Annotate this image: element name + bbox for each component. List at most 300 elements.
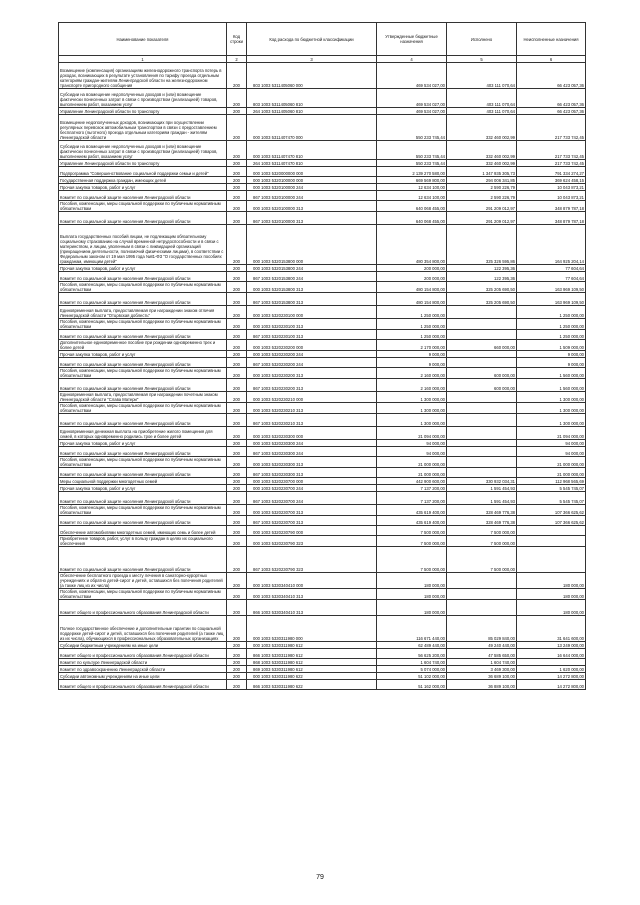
column-number: 2	[227, 56, 247, 63]
row-line-code: 200	[227, 478, 247, 485]
row-kbk: 868 1003 5330311980 612	[247, 659, 377, 666]
budget-table	[58, 22, 586, 690]
row-line-code: 200	[227, 63, 247, 89]
row-kbk: 000 1003 5320100000 313	[247, 201, 377, 212]
table-row	[59, 573, 586, 589]
row-executed: 332 460 002,99	[447, 160, 517, 167]
row-executed: 328 469 776,38	[447, 516, 517, 526]
row-unexecuted: 369 624 458,15	[517, 177, 586, 184]
row-approved: 2 170 000,00	[377, 340, 447, 351]
row-name: Приобретение товаров, работ, услуг в пользу граждан в целях их социального обеспечения	[59, 536, 227, 547]
row-name: Прочая закупка товаров, работ и услуг	[59, 485, 227, 492]
row-executed	[447, 600, 517, 616]
row-name: Комитет по социальной защите населения Ленинградской области	[59, 492, 227, 505]
row-executed: 7 500 000,00	[447, 536, 517, 547]
row-unexecuted: 217 733 742,45	[517, 141, 586, 160]
row-name: Субсидии на возмещение недополученных доходов и (или) возмещение фактически понесенных затрат в связи с производством (реализацией) товаров, выполнением работ, оказанием услуг	[59, 89, 227, 108]
table-row	[59, 191, 586, 201]
row-kbk: 000 1003 5320230200 000	[247, 340, 377, 351]
row-executed: 47 585 650,00	[447, 649, 517, 659]
row-unexecuted: 112 968 565,69	[517, 478, 586, 485]
row-line-code: 200	[227, 293, 247, 306]
row-name: Комитет общего и профессионального образования Ленинградской области	[59, 680, 227, 690]
row-unexecuted: 13 249 000,00	[517, 642, 586, 649]
row-name: Комитет по социальной защите населения Ленинградской области	[59, 414, 227, 427]
row-name: Выплата государственных пособий лицам, не подлежащим обязательному социальному страхованию на случай временной нетрудоспособности и в связи с материнством, и лицам, уволенным в связи с ликвидацией организаций (прекращением деятельности, полномочий физическими лицами), в соответствии с Федеральным законом от 19 мая 1995 года №81-ФЗ "О государственных пособиях гражданам, имеющим детей"	[59, 225, 227, 265]
row-line-code: 200	[227, 282, 247, 293]
row-kbk: 000 1003 5320230700 313	[247, 505, 377, 516]
row-approved: 200 000,00	[377, 272, 447, 282]
row-name: Пособия, компенсации, меры социальной поддержки по публичным нормативным обязательствам	[59, 201, 227, 212]
row-kbk: 000 1003 5320230210 000	[247, 392, 377, 403]
row-executed: 600 000,00	[447, 368, 517, 379]
row-executed: 1 604 740,00	[447, 659, 517, 666]
row-kbk: 264 1003 5311405060 810	[247, 108, 377, 115]
row-unexecuted: 1 250 000,00	[517, 330, 586, 340]
row-line-code: 200	[227, 547, 247, 573]
table-row	[59, 115, 586, 141]
row-name: Возмещение недополученных доходов, возникающих при осуществлении регулярных перевозок автомобильным транспортом в связи с предоставлением бесплатного (льготного) проезда отдельным категориям граждан - жителям Ленинградской области	[59, 115, 227, 141]
row-executed: 403 111 070,64	[447, 89, 517, 108]
row-executed: 332 460 002,99	[447, 141, 517, 160]
row-executed: 330 932 034,31	[447, 478, 517, 485]
row-line-code: 200	[227, 108, 247, 115]
row-line-code: 200	[227, 649, 247, 659]
row-kbk: 000 1003 5320100000 244	[247, 184, 377, 191]
header-approved: Утвержденные бюджетные назначения	[377, 23, 447, 56]
row-name: Меры социальной поддержки многодетных семей	[59, 478, 227, 485]
row-unexecuted: 107 366 625,62	[517, 516, 586, 526]
table-row	[59, 184, 586, 191]
row-kbk: 000 1003 5311407470 000	[247, 115, 377, 141]
row-executed: 291 209 012,97	[447, 201, 517, 212]
row-kbk: 867 1003 5320230100 313	[247, 330, 377, 340]
table-row	[59, 616, 586, 642]
row-kbk: 867 1003 5320230790 323	[247, 547, 377, 573]
row-approved: 2 160 000,00	[377, 379, 447, 392]
row-unexecuted: 10 043 873,21	[517, 184, 586, 191]
row-name: Единовременная выплата, предоставляемая при награждении почетным знаком Ленинградской области "Слава Матери"	[59, 392, 227, 403]
row-approved: 180 000,00	[377, 573, 447, 589]
row-line-code: 200	[227, 160, 247, 167]
row-kbk: 000 1003 5320230200 313	[247, 368, 377, 379]
row-executed	[447, 457, 517, 468]
row-unexecuted: 163 969 109,50	[517, 282, 586, 293]
row-line-code: 200	[227, 440, 247, 447]
row-name: Управление Ленинградской области по транспорту	[59, 160, 227, 167]
row-kbk: 000 1003 5320230790 000	[247, 526, 377, 536]
header-line-code: Код строки	[227, 23, 247, 56]
row-approved: 640 068 455,00	[377, 201, 447, 212]
table-header-row	[59, 23, 586, 56]
row-approved: 1 300 000,00	[377, 414, 447, 427]
row-kbk: 000 1003 5320230790 323	[247, 536, 377, 547]
row-approved: 5 074 000,00	[377, 666, 447, 673]
row-approved: 62 489 440,00	[377, 642, 447, 649]
row-name: Пособия, компенсации, меры социальной поддержки по публичным нормативным обязательствам	[59, 282, 227, 293]
row-line-code: 200	[227, 616, 247, 642]
row-approved: 21 094 000,00	[377, 427, 447, 440]
row-approved: 12 634 100,00	[377, 184, 447, 191]
table-row	[59, 167, 586, 177]
row-name: Комитет по социальной защите населения Ленинградской области	[59, 330, 227, 340]
row-kbk: 000 1003 5320153800 313	[247, 282, 377, 293]
table-row	[59, 265, 586, 272]
row-approved: 442 900 600,00	[377, 478, 447, 485]
row-line-code: 200	[227, 167, 247, 177]
table-row	[59, 351, 586, 358]
row-executed: 3 469 300,00	[447, 666, 517, 673]
row-unexecuted: 77 604,64	[517, 272, 586, 282]
header-unexecuted: Неисполненные назначения	[517, 23, 586, 56]
row-line-code: 200	[227, 351, 247, 358]
column-number: 6	[517, 56, 586, 63]
row-line-code: 200	[227, 666, 247, 673]
row-line-code: 200	[227, 368, 247, 379]
row-kbk: 000 1003 5320000000 000	[247, 167, 377, 177]
row-line-code: 200	[227, 414, 247, 427]
header-kbk: Код расхода по бюджетной классификации	[247, 23, 377, 56]
row-approved: 550 233 745,44	[377, 141, 447, 160]
row-executed: 49 240 440,00	[447, 642, 517, 649]
row-line-code: 200	[227, 212, 247, 225]
row-kbk: 000 1003 5320230300 000	[247, 427, 377, 440]
row-executed: 36 689 100,00	[447, 673, 517, 680]
table-row	[59, 547, 586, 573]
row-executed: 2 590 226,79	[447, 184, 517, 191]
row-approved: 12 634 100,00	[377, 191, 447, 201]
table-row	[59, 649, 586, 659]
row-name: Комитет по здравоохранению Ленинградской области	[59, 666, 227, 673]
table-row	[59, 330, 586, 340]
row-executed: 291 209 012,97	[447, 212, 517, 225]
row-line-code: 200	[227, 642, 247, 649]
row-executed	[447, 414, 517, 427]
row-line-code: 200	[227, 177, 247, 184]
row-name: Комитет по социальной защите населения Ленинградской области	[59, 272, 227, 282]
row-unexecuted: 348 879 787,18	[517, 212, 586, 225]
table-row	[59, 392, 586, 403]
table-row	[59, 659, 586, 666]
row-approved: 116 671 440,00	[377, 616, 447, 642]
row-approved: 94 000,00	[377, 440, 447, 447]
table-row	[59, 340, 586, 351]
row-line-code: 200	[227, 201, 247, 212]
row-name: Комитет по социальной защите населения Ленинградской области	[59, 547, 227, 573]
row-approved: 7 500 000,00	[377, 526, 447, 536]
table-row	[59, 485, 586, 492]
row-executed: 1 591 454,93	[447, 485, 517, 492]
row-executed: 1 347 935 305,73	[447, 167, 517, 177]
row-unexecuted: 164 925 204,14	[517, 225, 586, 265]
row-executed: 403 111 070,64	[447, 63, 517, 89]
row-approved: 435 619 400,00	[377, 505, 447, 516]
table-row	[59, 63, 586, 89]
row-unexecuted: 180 000,00	[517, 600, 586, 616]
row-kbk: 867 1003 5320100000 244	[247, 191, 377, 201]
row-line-code: 200	[227, 680, 247, 690]
row-name: Комитет по культуре Ленинградской области	[59, 659, 227, 666]
row-name: Дополнительное единовременное пособие при рождении одновременно трех и более детей	[59, 340, 227, 351]
row-kbk: 000 1003 5320230300 244	[247, 440, 377, 447]
row-approved: 469 534 027,00	[377, 63, 447, 89]
row-name: Государственная поддержка граждан, имеющих детей	[59, 177, 227, 184]
row-approved: 51 162 000,00	[377, 680, 447, 690]
row-name: Полное государственное обеспечение и дополнительные гарантии по социальной поддержке детей-сирот и детей, оставшихся без попечения родителей (а также лиц из их числа), обучающихся в профессиональных образовательных организациях	[59, 616, 227, 642]
row-name: Комитет общего и профессионального образования Ленинградской области	[59, 649, 227, 659]
row-kbk: 000 1003 5320230700 244	[247, 485, 377, 492]
table-row	[59, 403, 586, 414]
row-line-code: 200	[227, 272, 247, 282]
row-unexecuted: 1 250 000,00	[517, 306, 586, 319]
table-row	[59, 457, 586, 468]
row-kbk: 867 1003 5320230700 244	[247, 492, 377, 505]
table-row	[59, 505, 586, 516]
table-row	[59, 492, 586, 505]
row-unexecuted: 163 969 109,50	[517, 293, 586, 306]
table-row	[59, 427, 586, 440]
row-unexecuted: 31 641 600,00	[517, 616, 586, 642]
row-name: Прочая закупка товаров, работ и услуг	[59, 440, 227, 447]
row-approved: 1 300 000,00	[377, 392, 447, 403]
row-approved: 1 604 740,00	[377, 659, 447, 666]
row-name: Возмещение (компенсация) организациям железнодорожного транспорта потерь в доходах, возникающих в результате установления по тарифу проезда отдельным категориям граждан-жителям Ленинградской области на железнодорожном транспорте пригородного сообщения	[59, 63, 227, 89]
row-unexecuted: 94 000,00	[517, 447, 586, 457]
row-approved: 435 619 400,00	[377, 516, 447, 526]
row-line-code: 200	[227, 330, 247, 340]
row-unexecuted: 1 620 000,00	[517, 666, 586, 673]
row-name: Подпрограмма "Совершенствование социальной поддержки семьи и детей"	[59, 167, 227, 177]
row-approved: 1 300 000,00	[377, 403, 447, 414]
row-name: Пособия, компенсации, меры социальной поддержки по публичным нормативным обязательствам	[59, 589, 227, 600]
row-unexecuted	[517, 536, 586, 547]
row-unexecuted: 1 250 000,00	[517, 319, 586, 330]
row-unexecuted: 1 300 000,00	[517, 392, 586, 403]
row-name: Пособия, компенсации, меры социальной поддержки по публичным нормативным обязательствам	[59, 403, 227, 414]
table-row	[59, 589, 586, 600]
row-approved: 480 154 800,00	[377, 293, 447, 306]
row-approved: 669 569 800,00	[377, 177, 447, 184]
row-line-code: 200	[227, 89, 247, 108]
row-approved: 180 000,00	[377, 600, 447, 616]
table-row	[59, 293, 586, 306]
table-row	[59, 673, 586, 680]
row-unexecuted: 94 000,00	[517, 440, 586, 447]
row-name: Пособия, компенсации, меры социальной поддержки по публичным нормативным обязательствам	[59, 368, 227, 379]
row-line-code: 200	[227, 358, 247, 368]
row-unexecuted: 5 545 745,07	[517, 492, 586, 505]
row-line-code: 200	[227, 306, 247, 319]
row-line-code: 200	[227, 659, 247, 666]
row-line-code: 200	[227, 600, 247, 616]
row-name: Пособия, компенсации, меры социальной поддержки по публичным нормативным обязательствам	[59, 505, 227, 516]
row-unexecuted	[517, 526, 586, 536]
row-approved: 480 154 800,00	[377, 282, 447, 293]
row-name: Комитет по социальной защите населения Ленинградской области	[59, 293, 227, 306]
row-line-code: 200	[227, 319, 247, 330]
row-name: Прочая закупка товаров, работ и услуг	[59, 184, 227, 191]
column-number: 4	[377, 56, 447, 63]
table-row	[59, 212, 586, 225]
table-row	[59, 225, 586, 265]
row-name: Прочая закупка товаров, работ и услуг	[59, 351, 227, 358]
row-approved: 1 250 000,00	[377, 330, 447, 340]
table-row	[59, 160, 586, 167]
row-approved: 51 102 000,00	[377, 673, 447, 680]
row-kbk: 000 1003 5330311980 000	[247, 616, 377, 642]
row-name: Прочая закупка товаров, работ и услуг	[59, 265, 227, 272]
row-name: Управление Ленинградской области по транспорту	[59, 108, 227, 115]
row-executed: 403 111 070,64	[447, 108, 517, 115]
table-row	[59, 272, 586, 282]
row-line-code: 200	[227, 115, 247, 141]
row-line-code: 200	[227, 468, 247, 478]
row-approved: 469 534 027,00	[377, 108, 447, 115]
row-executed: 600 000,00	[447, 379, 517, 392]
row-executed: 7 500 000,00	[447, 526, 517, 536]
row-executed: 325 205 690,50	[447, 282, 517, 293]
row-approved: 200 000,00	[377, 265, 447, 272]
row-unexecuted: 348 879 787,18	[517, 201, 586, 212]
row-executed: 85 029 840,00	[447, 616, 517, 642]
table-row	[59, 526, 586, 536]
row-kbk: 803 1003 5311405060 000	[247, 63, 377, 89]
row-line-code: 200	[227, 573, 247, 589]
row-kbk: 000 1003 5320100000 000	[247, 177, 377, 184]
table-row	[59, 108, 586, 115]
row-unexecuted: 77 604,64	[517, 265, 586, 272]
row-approved: 94 000,00	[377, 447, 447, 457]
row-name: Комитет по социальной защите населения Ленинградской области	[59, 212, 227, 225]
row-line-code: 200	[227, 225, 247, 265]
row-name: Субсидии автономным учреждениям на иные цели	[59, 673, 227, 680]
row-unexecuted: 180 000,00	[517, 573, 586, 589]
row-line-code: 200	[227, 392, 247, 403]
row-kbk: 000 1003 5330340410 000	[247, 573, 377, 589]
table-row	[59, 680, 586, 690]
row-kbk: 866 1003 5330311980 622	[247, 680, 377, 690]
row-kbk: 000 1003 5320230100 000	[247, 306, 377, 319]
row-line-code: 200	[227, 427, 247, 440]
row-unexecuted	[517, 547, 586, 573]
row-name: Комитет по социальной защите населения Ленинградской области	[59, 447, 227, 457]
row-name: Обеспечение бесплатного проезда к месту лечения в санаторно-курортных учреждениях и обратно детей-сирот и детей, оставшихся без попечения родителей (а также лиц из их числа)	[59, 573, 227, 589]
row-approved: 180 000,00	[377, 589, 447, 600]
table-row	[59, 368, 586, 379]
column-number: 5	[447, 56, 517, 63]
row-unexecuted: 217 733 742,45	[517, 115, 586, 141]
row-line-code: 200	[227, 589, 247, 600]
row-executed	[447, 447, 517, 457]
row-line-code: 200	[227, 447, 247, 457]
row-line-code: 200	[227, 340, 247, 351]
row-executed: 660 000,00	[447, 340, 517, 351]
row-line-code: 200	[227, 265, 247, 272]
row-unexecuted: 180 000,00	[517, 589, 586, 600]
row-kbk: 866 1003 5330340410 313	[247, 600, 377, 616]
row-kbk: 000 1003 5330311980 612	[247, 642, 377, 649]
row-unexecuted: 1 300 000,00	[517, 414, 586, 427]
row-line-code: 200	[227, 191, 247, 201]
row-approved: 1 250 000,00	[377, 319, 447, 330]
row-executed: 1 591 454,93	[447, 492, 517, 505]
row-approved: 2 139 270 580,00	[377, 167, 447, 177]
row-executed: 332 460 002,99	[447, 115, 517, 141]
row-name: Комитет по социальной защите населения Ленинградской области	[59, 468, 227, 478]
row-kbk: 867 1003 5320230210 313	[247, 414, 377, 427]
row-approved: 640 068 455,00	[377, 212, 447, 225]
row-name: Комитет общего и профессионального образования Ленинградской области	[59, 600, 227, 616]
table-row	[59, 440, 586, 447]
row-kbk: 867 1003 5320230700 313	[247, 516, 377, 526]
row-executed	[447, 589, 517, 600]
row-unexecuted: 1 560 000,00	[517, 379, 586, 392]
table-row	[59, 642, 586, 649]
row-approved: 7 137 200,00	[377, 485, 447, 492]
row-unexecuted: 14 272 800,00	[517, 680, 586, 690]
row-name: Комитет по социальной защите населения Ленинградской области	[59, 358, 227, 368]
row-kbk: 803 1003 5311405060 810	[247, 89, 377, 108]
row-kbk: 866 1003 5330311980 612	[247, 649, 377, 659]
row-unexecuted: 1 300 000,00	[517, 403, 586, 414]
row-executed: 325 205 690,50	[447, 293, 517, 306]
row-kbk: 000 1003 5311407470 810	[247, 141, 377, 160]
row-name: Комитет по социальной защите населения Ленинградской области	[59, 191, 227, 201]
row-kbk: 867 1003 5320230200 244	[247, 358, 377, 368]
row-approved: 56 625 200,00	[377, 649, 447, 659]
row-name: Единовременная выплата, предоставляемая при награждении знаком отличия Ленинградской области "Отцовская доблесть"	[59, 306, 227, 319]
row-unexecuted: 9 000,00	[517, 358, 586, 368]
row-name: Субсидии бюджетным учреждениям на иные цели	[59, 642, 227, 649]
row-name: Пособия, компенсации, меры социальной поддержки по публичным нормативным обязательствам	[59, 319, 227, 330]
row-kbk: 000 1003 5320153800 244	[247, 265, 377, 272]
row-name: Субсидии на возмещение недополученных доходов и (или) возмещение фактически понесенных затрат в связи с производством (реализацией) товаров, выполнением работ, оказанием услуг	[59, 141, 227, 160]
row-kbk: 000 1003 5330340410 313	[247, 589, 377, 600]
table-row	[59, 141, 586, 160]
table-row	[59, 536, 586, 547]
row-line-code: 200	[227, 184, 247, 191]
row-unexecuted: 9 000,00	[517, 351, 586, 358]
table-row	[59, 89, 586, 108]
row-line-code: 200	[227, 403, 247, 414]
row-executed	[447, 358, 517, 368]
row-executed: 122 395,36	[447, 272, 517, 282]
row-unexecuted: 21 000 000,00	[517, 468, 586, 478]
row-approved: 21 000 000,00	[377, 457, 447, 468]
row-approved: 21 000 000,00	[377, 468, 447, 478]
row-line-code: 200	[227, 141, 247, 160]
report-sheet	[58, 22, 585, 690]
row-executed: 36 889 100,00	[447, 680, 517, 690]
table-row	[59, 516, 586, 526]
row-kbk: 000 1003 5320153800 000	[247, 225, 377, 265]
table-row	[59, 177, 586, 184]
row-name: Комитет по социальной защите населения Ленинградской области	[59, 379, 227, 392]
table-row	[59, 600, 586, 616]
row-approved: 469 534 027,00	[377, 89, 447, 108]
row-approved: 550 233 745,44	[377, 115, 447, 141]
row-executed	[447, 330, 517, 340]
row-executed	[447, 392, 517, 403]
row-executed	[447, 319, 517, 330]
row-kbk: 867 1003 5320100000 313	[247, 212, 377, 225]
column-number: 3	[247, 56, 377, 63]
row-line-code: 200	[227, 485, 247, 492]
row-approved: 7 500 000,00	[377, 547, 447, 573]
row-executed	[447, 427, 517, 440]
table-row	[59, 447, 586, 457]
row-executed	[447, 403, 517, 414]
